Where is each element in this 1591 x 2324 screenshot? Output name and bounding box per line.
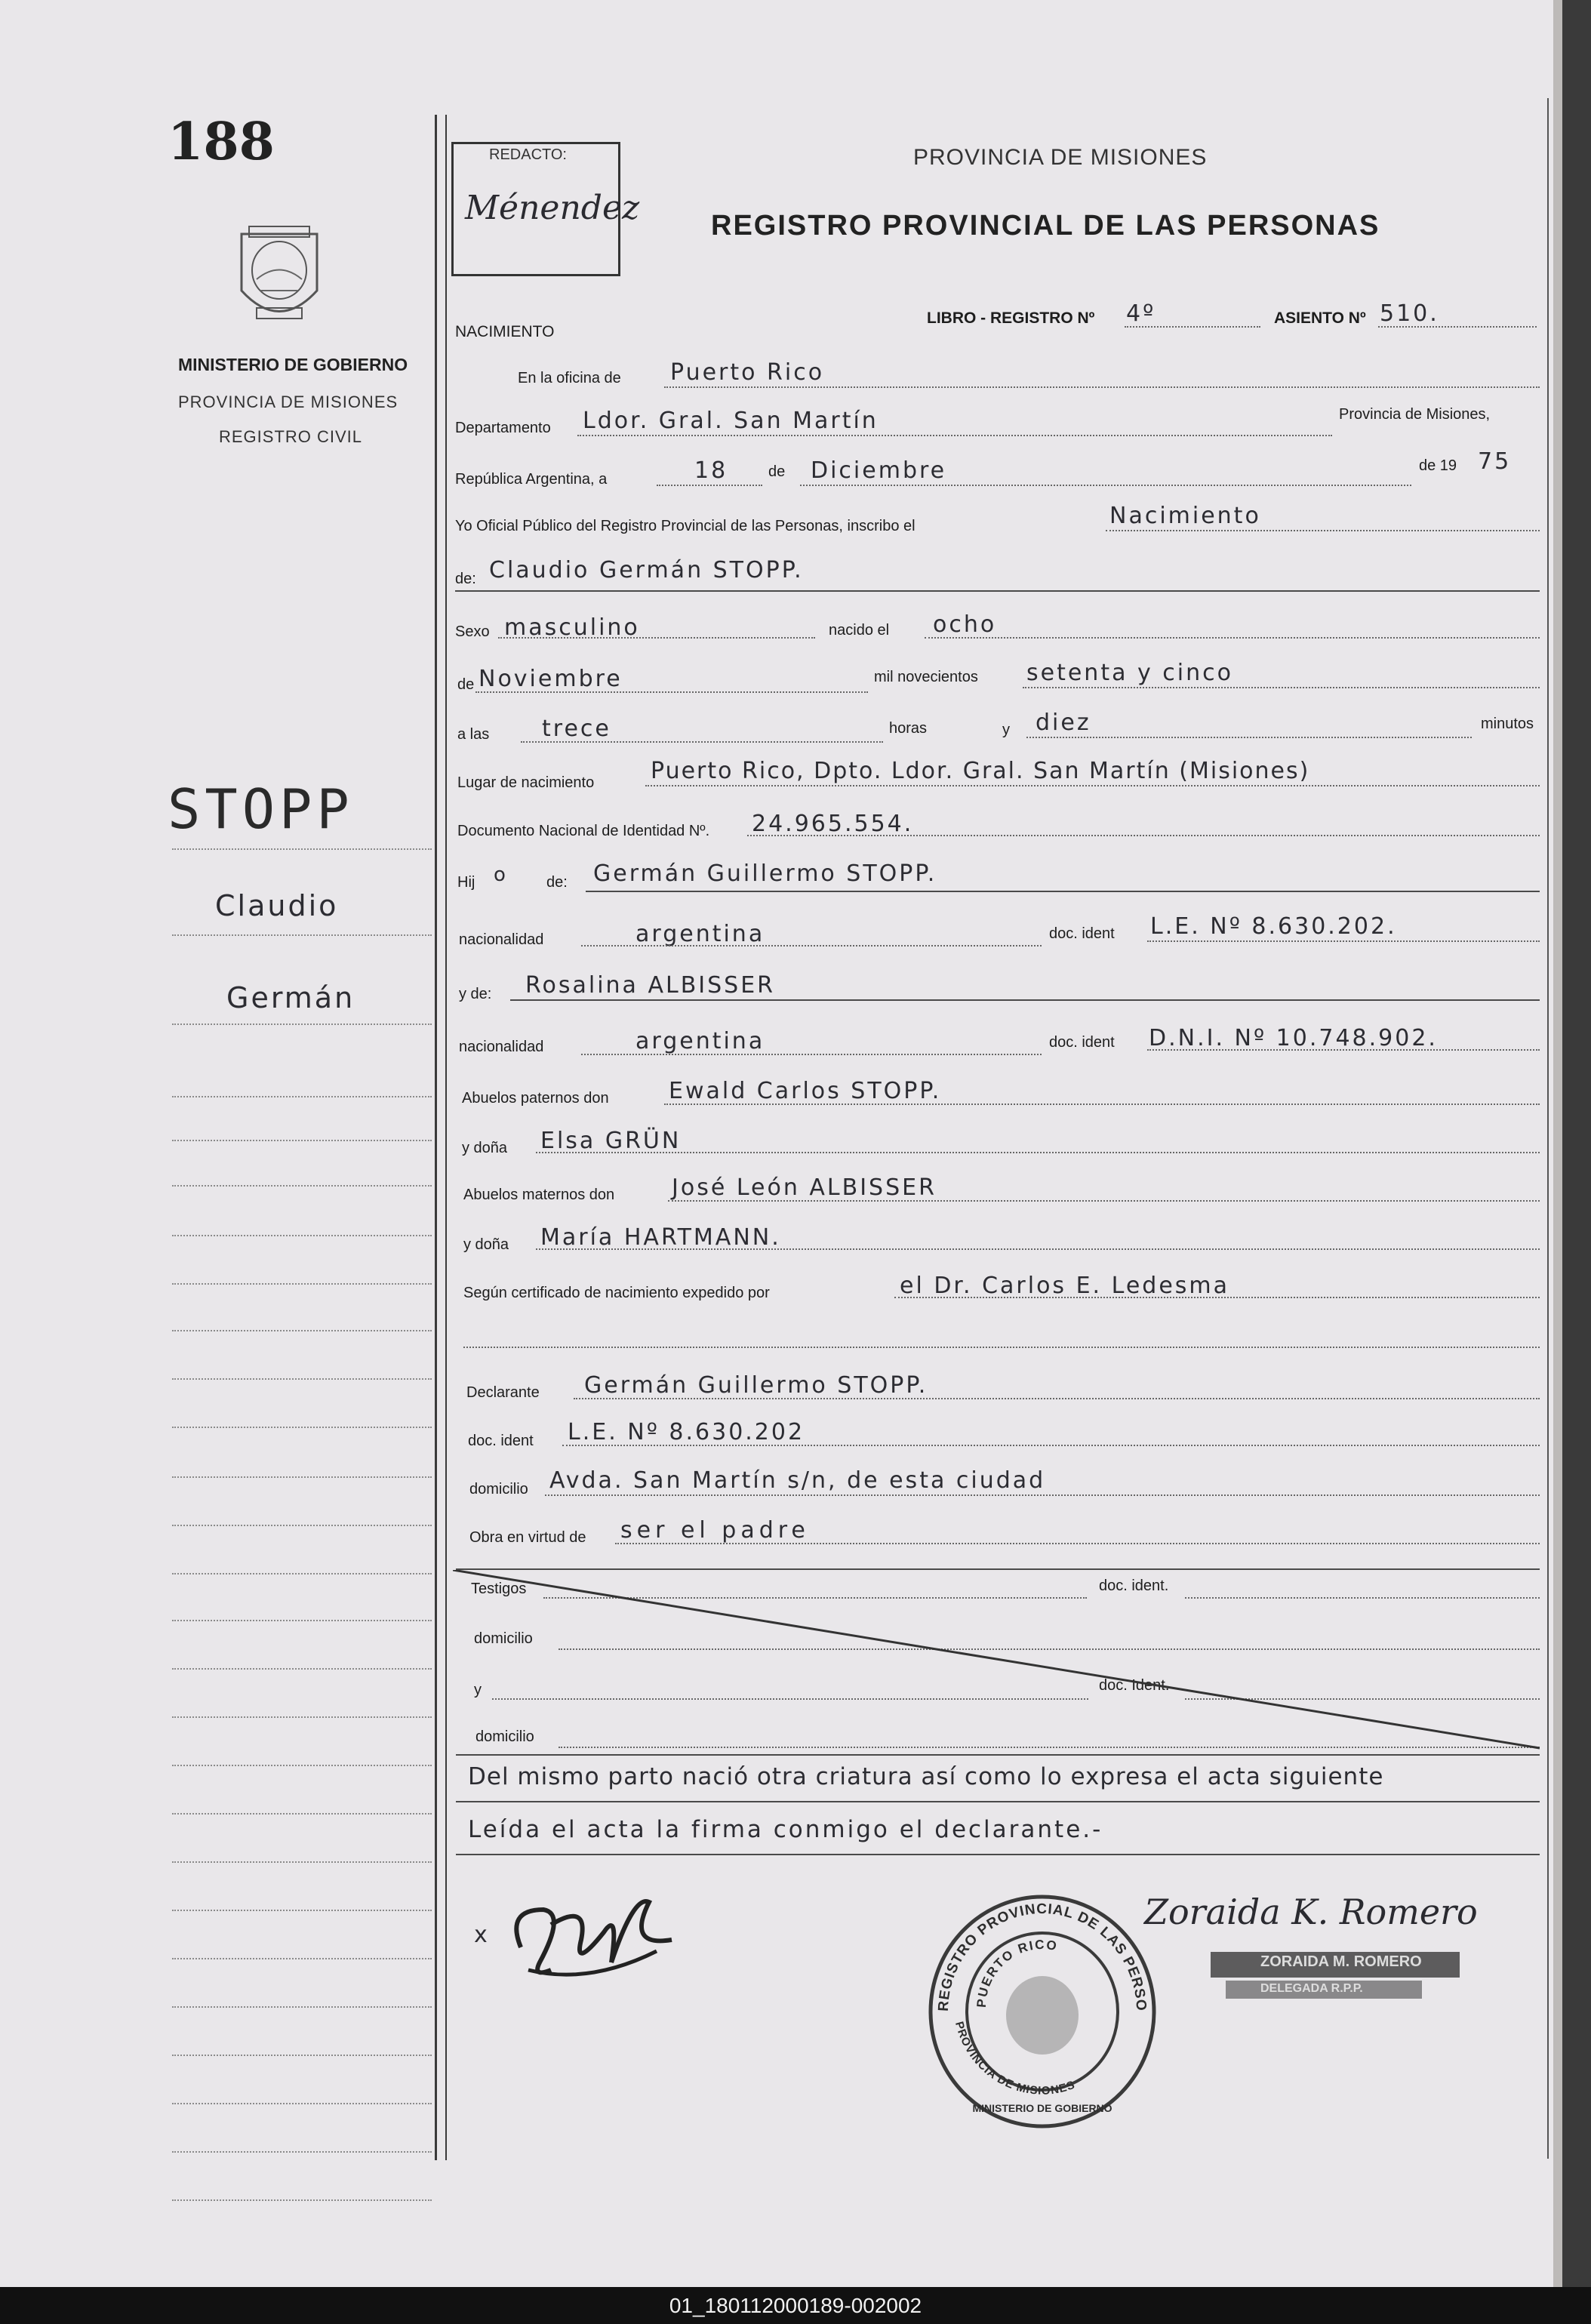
- doc-ident-label: doc. ident: [1049, 1034, 1115, 1051]
- doc-ident-label: doc. Ident.: [1099, 1677, 1170, 1694]
- underline: [586, 891, 1540, 892]
- margin-line: [172, 1958, 432, 1959]
- de-label: de:: [455, 571, 476, 587]
- abuelos-mat-label: Abuelos maternos don: [463, 1187, 615, 1203]
- abuelos-pat-label: Abuelos paternos don: [462, 1090, 609, 1107]
- abuelo-mat-value: José León ALBISSER: [672, 1174, 937, 1201]
- asiento-label: ASIENTO Nº: [1274, 309, 1366, 327]
- dotted-line: [536, 1248, 1540, 1250]
- nacionalidad-label: nacionalidad: [459, 931, 544, 948]
- y-label: y: [474, 1682, 482, 1698]
- abuelo-pat-value: Ewald Carlos STOPP.: [669, 1078, 942, 1104]
- domicilio-label: domicilio: [475, 1728, 534, 1745]
- margin-line: [172, 2199, 432, 2201]
- nac-padre-value: argentina: [635, 921, 765, 947]
- margin-line: [172, 1668, 432, 1670]
- dotted-line: [1147, 940, 1540, 942]
- margin-line: [172, 1283, 432, 1285]
- margin-line: [172, 1716, 432, 1718]
- y-de-label: y de:: [459, 986, 492, 1002]
- declarante-label: Declarante: [466, 1384, 540, 1401]
- domicilio-value: Avda. San Martín s/n, de esta ciudad: [549, 1467, 1046, 1494]
- domicilio-label: domicilio: [469, 1481, 528, 1498]
- seal-bottom-text: PROVINCIA DE MISIONES: [952, 2020, 1077, 2098]
- obra-label: Obra en virtud de: [469, 1529, 586, 1546]
- dotted-line: [664, 386, 1540, 388]
- dotted-line: [581, 945, 1042, 947]
- declarante-value: Germán Guillermo STOPP.: [584, 1372, 928, 1399]
- margin-line: [172, 1096, 432, 1097]
- note-line-1: Del mismo parto nació otra criatura así como lo expresa el acta siguiente: [468, 1763, 1384, 1790]
- margin-line: [172, 1330, 432, 1331]
- nacionalidad-label: nacionalidad: [459, 1039, 544, 1055]
- acto-value: Nacimiento: [1109, 503, 1261, 529]
- margin-line: [172, 1910, 432, 1911]
- margin-line: [172, 1861, 432, 1863]
- horas-value: trece: [542, 716, 611, 742]
- lugar-label: Lugar de nacimiento: [457, 774, 595, 791]
- oficina-value: Puerto Rico: [670, 359, 825, 386]
- doc-padre-value: L.E. Nº 8.630.202.: [1150, 913, 1397, 940]
- doc-ident-label: doc. ident.: [1099, 1578, 1169, 1594]
- a-las-label: a las: [457, 726, 490, 743]
- registry-title: REGISTRO PROVINCIAL DE LAS PERSONAS: [711, 210, 1380, 242]
- registry-label: REGISTRO CIVIL: [219, 427, 363, 446]
- note-line-2: Leída el acta la firma conmigo el declarante.-: [468, 1816, 1103, 1843]
- dotted-line: [664, 1104, 1540, 1105]
- y-label: y: [1002, 722, 1010, 738]
- dotted-line: [615, 1543, 1540, 1544]
- dotted-line: [747, 835, 1540, 836]
- y-dona-label: y doña: [462, 1140, 508, 1156]
- section-label: NACIMIENTO: [455, 323, 555, 340]
- obra-value: ser el padre: [620, 1517, 810, 1544]
- dotted-line: [545, 1494, 1540, 1496]
- dotted-line: [498, 637, 815, 639]
- dotted-line: [577, 435, 1332, 436]
- margin-line: [172, 1185, 432, 1187]
- official-stamp-title: DELEGADA R.P.P.: [1260, 1982, 1363, 1995]
- libro-label: LIBRO - REGISTRO Nº: [927, 309, 1095, 327]
- dotted-line: [1023, 687, 1540, 688]
- dotted-line: [1147, 1049, 1540, 1051]
- dotted-line: [894, 1297, 1540, 1298]
- dotted-line: [1026, 737, 1472, 738]
- province-label: PROVINCIA DE MISIONES: [178, 392, 399, 411]
- certificado-value: el Dr. Carlos E. Ledesma: [900, 1273, 1230, 1299]
- seal-outer-text: REGISTRO PROVINCIAL DE LAS PERSO: [935, 1901, 1149, 2012]
- margin-line: [172, 2055, 432, 2056]
- dotted-line: [562, 1445, 1540, 1446]
- certificado-label: Según certificado de nacimiento expedido por: [463, 1285, 770, 1301]
- dotted-line: [521, 741, 883, 743]
- abuela-pat-value: Elsa GRÜN: [540, 1128, 682, 1154]
- departamento-value: Ldor. Gral. San Martín: [583, 408, 879, 434]
- sexo-label: Sexo: [455, 623, 490, 640]
- seal-ministry-text: MINISTERIO DE GOBIERNO: [972, 2102, 1112, 2114]
- underline: [455, 590, 1540, 592]
- minutos-label: minutos: [1481, 716, 1534, 732]
- de-label: de: [457, 676, 475, 693]
- margin-line: [172, 848, 432, 850]
- dotted-line: [581, 1054, 1042, 1055]
- margin-line: [172, 2151, 432, 2153]
- book-edge-light: [1553, 0, 1562, 2287]
- province-heading: PROVINCIA DE MISIONES: [913, 145, 1208, 170]
- dotted-line: [536, 1152, 1540, 1153]
- ministry-label: MINISTERIO DE GOBIERNO: [178, 355, 408, 374]
- dotted-line: [1378, 326, 1537, 328]
- mes-value: Diciembre: [811, 457, 947, 484]
- asiento-value: 510.: [1380, 300, 1439, 327]
- sexo-value: masculino: [504, 614, 640, 641]
- underline: [456, 1801, 1540, 1802]
- oficina-label: En la oficina de: [518, 370, 621, 386]
- margin-line: [172, 1235, 432, 1236]
- margin-line: [172, 2006, 432, 2008]
- margin-line: [172, 1378, 432, 1380]
- provincia-label: Provincia de Misiones,: [1339, 406, 1491, 423]
- libro-value: 4º: [1126, 300, 1156, 327]
- page-border: [1547, 98, 1549, 2159]
- cancel-stroke: [453, 1570, 1540, 1751]
- hijo-suffix: o: [494, 863, 508, 886]
- dotted-line: [475, 691, 868, 693]
- margin-line: [172, 1476, 432, 1478]
- hijo-label: Hij: [457, 874, 475, 891]
- redacto-signature: Ménendez: [465, 189, 640, 227]
- page-number: 188: [168, 112, 275, 172]
- documento-label: Documento Nacional de Identidad Nº.: [457, 823, 710, 839]
- nacido-label: nacido el: [829, 622, 890, 639]
- minutos-value: diez: [1036, 710, 1091, 736]
- coat-of-arms-icon: [226, 219, 332, 332]
- column-divider: [445, 115, 447, 2160]
- margin-line: [172, 1525, 432, 1526]
- margin-first-name: Claudio: [215, 889, 339, 922]
- dotted-line: [668, 1200, 1540, 1202]
- anio-nac-value: setenta y cinco: [1026, 660, 1233, 686]
- margin-line: [172, 1765, 432, 1766]
- mes-nac-value: Noviembre: [479, 666, 623, 692]
- margin-line: [172, 934, 432, 936]
- mil-label: mil novecientos: [874, 669, 978, 685]
- testigos-label: Testigos: [471, 1581, 527, 1597]
- doc-ident-label: doc. ident: [468, 1433, 534, 1449]
- dia-value: 18: [694, 457, 728, 484]
- underline: [456, 1854, 1540, 1855]
- margin-line: [172, 1620, 432, 1621]
- margin-second-name: Germán: [226, 981, 355, 1014]
- declarante-signature: [498, 1879, 687, 1993]
- doc-madre-value: D.N.I. Nº 10.748.902.: [1149, 1025, 1438, 1051]
- lugar-value: Puerto Rico, Dpto. Ldor. Gral. San Martín (Misiones): [651, 758, 1310, 784]
- official-seal: [925, 1887, 1159, 2129]
- margin-line: [172, 1573, 432, 1574]
- padre-value: Germán Guillermo STOPP.: [593, 860, 937, 887]
- dotted-line: [800, 485, 1411, 486]
- dotted-line: [645, 785, 1540, 786]
- y-dona-label: y doña: [463, 1236, 509, 1253]
- doc-declarante-value: L.E. Nº 8.630.202: [568, 1419, 805, 1445]
- dotted-line: [574, 1398, 1540, 1399]
- margin-line: [172, 1140, 432, 1141]
- margin-line: [172, 2103, 432, 2104]
- oficial-label: Yo Oficial Público del Registro Provincial de las Personas, inscribo el: [455, 518, 916, 534]
- departamento-label: Departamento: [455, 420, 551, 436]
- underline: [510, 999, 1540, 1001]
- abuela-mat-value: María HARTMANN.: [540, 1224, 781, 1251]
- dotted-line: [925, 637, 1540, 639]
- dotted-line: [463, 1347, 1540, 1348]
- seal-city-text: PUERTO RICO: [974, 1937, 1060, 2008]
- doc-ident-label: doc. ident: [1049, 925, 1115, 942]
- column-divider: [435, 115, 437, 2160]
- republica-label: República Argentina, a: [455, 471, 608, 488]
- horas-label: horas: [889, 720, 928, 737]
- nombre-value: Claudio Germán STOPP.: [489, 557, 804, 583]
- dotted-line: [1125, 326, 1260, 328]
- de-anio-label: de 19: [1419, 457, 1457, 474]
- declarante-mark: x: [474, 1922, 490, 1948]
- image-footer-label: 01_180112000189-002002: [0, 2287, 1591, 2324]
- dotted-line: [657, 485, 762, 486]
- margin-surname: STOPP: [168, 777, 354, 841]
- margin-line: [172, 1427, 432, 1428]
- dotted-line: [1106, 530, 1540, 531]
- documento-value: 24.965.554.: [752, 811, 914, 837]
- hijo-de-label: de:: [546, 874, 568, 891]
- margin-line: [172, 1023, 432, 1025]
- official-stamp-name: ZORAIDA M. ROMERO: [1260, 1953, 1422, 1970]
- madre-value: Rosalina ALBISSER: [525, 972, 776, 999]
- official-signature: Zoraida K. Romero: [1144, 1892, 1478, 1932]
- dia-nac-value: ocho: [933, 611, 997, 638]
- margin-line: [172, 1813, 432, 1815]
- domicilio-label: domicilio: [474, 1630, 533, 1647]
- de-label: de: [768, 463, 786, 480]
- section-divider: [456, 1754, 1540, 1756]
- nac-madre-value: argentina: [635, 1028, 765, 1054]
- redacto-label: REDACTO:: [489, 146, 567, 163]
- anio-value: 75: [1478, 448, 1512, 475]
